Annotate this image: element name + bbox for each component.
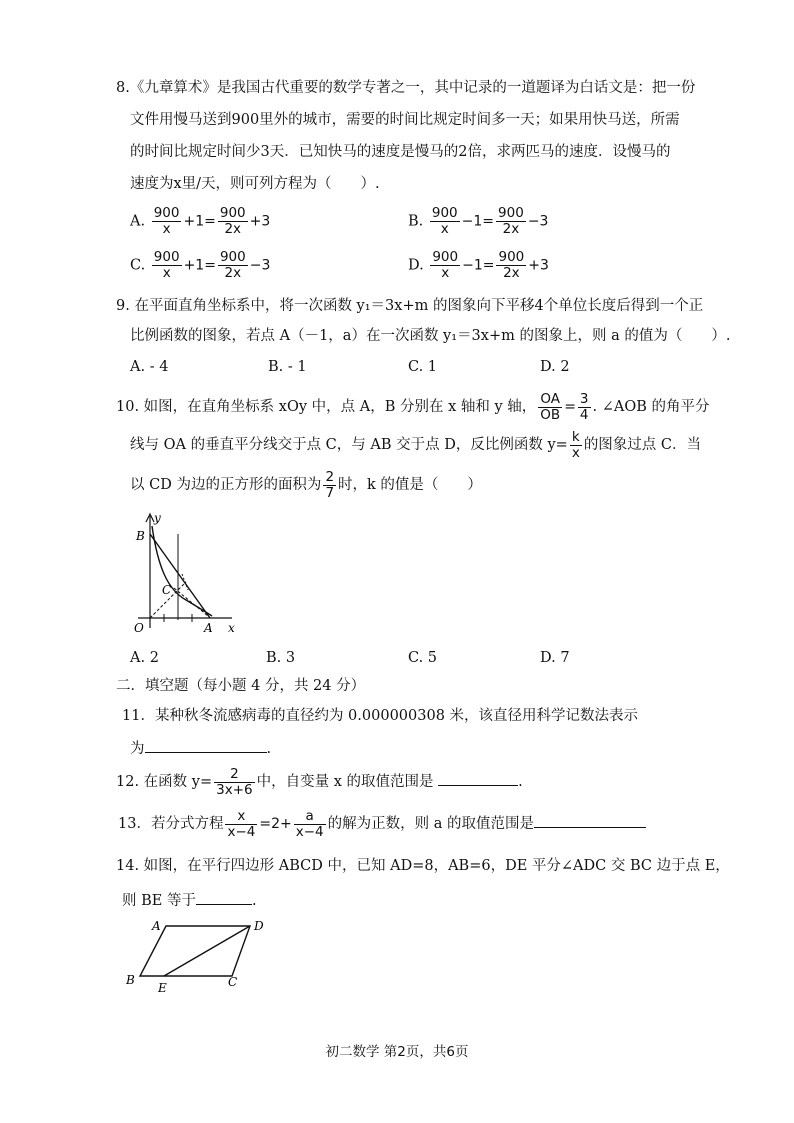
label-y: y bbox=[154, 511, 161, 525]
option-label: D. bbox=[408, 257, 424, 274]
q9-option-a: A. - 4 bbox=[130, 359, 169, 375]
fraction: $\frac{a}{x-4}$ bbox=[295, 807, 324, 840]
q13-line: 13．若分式方程 $\frac{x}{x-4}$ =2+ $\frac{a}{x-4}$ 的解为正数，则 a 的取值范围是 bbox=[118, 806, 646, 842]
label-o: O bbox=[134, 621, 144, 635]
hyperbola-curve bbox=[152, 526, 212, 616]
answer-blank[interactable] bbox=[145, 736, 267, 753]
fraction-oa-ob: $\frac{OA}{OB}$ bbox=[540, 390, 561, 423]
fraction: $\frac{900}{2x}$ bbox=[219, 205, 246, 237]
q14-figure bbox=[120, 910, 280, 996]
fraction: $\frac{x}{x-4}$ bbox=[227, 807, 256, 840]
fraction: $\frac{900}{x}$ bbox=[432, 249, 459, 281]
fraction: $\frac{900}{2x}$ bbox=[498, 249, 525, 281]
q8-option-b: B. $\frac{900}{x}$ −1= $\frac{900}{2x}$ −3 bbox=[408, 205, 549, 237]
label-c: C bbox=[228, 975, 238, 989]
q10-line-2: 线与 OA 的垂直平分线交于点 C，与 AB 交于点 D，反比例函数 y= $\frac{k}{x}$ 的图象过点 C．当 bbox=[130, 428, 702, 461]
fraction: $\frac{900}{x}$ bbox=[153, 249, 180, 281]
option-label: C. bbox=[130, 257, 146, 274]
q10-option-c: C. 5 bbox=[408, 650, 438, 666]
q8-line-3: 的时间比规定时间少3天．已知快马的速度是慢马的2倍，求两匹马的速度．设慢马的 bbox=[130, 144, 671, 160]
segment-de bbox=[164, 926, 250, 976]
fraction: $\frac{900}{2x}$ bbox=[219, 249, 246, 281]
label-e: E bbox=[158, 981, 167, 995]
parallelogram-abcd bbox=[140, 926, 250, 976]
q9-line-1: 9. 在平面直角坐标系中，将一次函数 y₁＝3x+m 的图象向下平移4个单位长度后得到一个正 bbox=[116, 298, 704, 314]
q12-line: 12. 在函数 y= $\frac{2}{3x+6}$ 中，自变量 x 的取值范围是 . bbox=[116, 765, 523, 798]
q9-option-c: C. 1 bbox=[408, 359, 438, 375]
q8-line-2: 文件用慢马送到900里外的城市，需要的时间比规定时间多一天；如果用快马送，所需 bbox=[130, 112, 680, 128]
q14-line-1: 14. 如图，在平行四边形 ABCD 中，已知 AD=8，AB=6，DE 平分∠ADC 交 BC 边于点 E， bbox=[116, 858, 730, 874]
fraction: $\frac{2}{3x+6}$ bbox=[216, 765, 253, 798]
label-x: x bbox=[228, 621, 235, 635]
q10-option-d: D. 7 bbox=[540, 650, 570, 666]
fraction-3-4: $\frac{3}{4}$ bbox=[579, 390, 589, 423]
fraction: $\frac{900}{x}$ bbox=[431, 205, 458, 237]
option-label: B. bbox=[408, 213, 424, 230]
q8-option-a: A. $\frac{900}{x}$ +1= $\frac{900}{2x}$ +3 bbox=[130, 205, 271, 237]
q8-option-d: D. $\frac{900}{x}$ −1= $\frac{900}{2x}$ +3 bbox=[408, 249, 549, 281]
option-label: A. bbox=[130, 213, 146, 230]
label-d: D bbox=[254, 919, 264, 933]
q8-line-1: 8.《九章算术》是我国古代重要的数学专著之一，其中记录的一道题译为白话文是：把一份 bbox=[116, 80, 696, 96]
fraction: $\frac{900}{2x}$ bbox=[498, 205, 524, 237]
answer-blank[interactable] bbox=[196, 888, 252, 905]
q10-option-b: B. 3 bbox=[266, 650, 296, 666]
label-a: A bbox=[204, 621, 213, 635]
page-footer: 初二数学 第2页，共6页 bbox=[325, 1044, 469, 1060]
q10-option-a: A. 2 bbox=[130, 650, 159, 666]
answer-blank[interactable] bbox=[438, 769, 518, 786]
q11-line-2: 为 . bbox=[130, 736, 271, 759]
q10-line-1: 10. 如图，在直角坐标系 xOy 中，点 A，B 分别在 x 轴和 y 轴， $\frac{OA}{OB}$ = $\frac{3}{4}$ . ∠AOB 的角平分 bbox=[116, 390, 710, 423]
segment-ab bbox=[150, 534, 210, 618]
fraction-2-7: $\frac{2}{7}$ bbox=[325, 468, 335, 501]
q14-line-2: 则 BE 等于 . bbox=[122, 888, 257, 911]
fraction-k-x: $\frac{k}{x}$ bbox=[571, 428, 580, 461]
section-title: 二．填空题（每小题 4 分，共 24 分） bbox=[116, 678, 366, 694]
q9-option-b: B. - 1 bbox=[268, 359, 307, 375]
answer-blank[interactable] bbox=[534, 811, 646, 828]
q9-option-d: D. 2 bbox=[540, 359, 570, 375]
label-a: A bbox=[152, 919, 161, 933]
label-b: B bbox=[126, 973, 135, 987]
label-c: C bbox=[162, 583, 172, 597]
q11-line-1: 11．某种秋冬流感病毒的直径约为 0.000000308 米，该直径用科学记数法表示 bbox=[122, 708, 639, 724]
q8-line-4: 速度为x里/天，则可列方程为（ ）. bbox=[130, 176, 380, 192]
label-b: B bbox=[136, 529, 145, 543]
dashed-segment bbox=[182, 574, 188, 590]
q8-option-c: C. $\frac{900}{x}$ +1= $\frac{900}{2x}$ −3 bbox=[130, 249, 271, 281]
q10-figure bbox=[128, 508, 248, 640]
q9-line-2: 比例函数的图象，若点 A（－1，a）在一次函数 y₁＝3x+m 的图象上，则 a 的值为（ ）. bbox=[130, 328, 731, 344]
fraction: $\frac{900}{x}$ bbox=[153, 205, 180, 237]
q10-line-3: 以 CD 为边的正方形的面积为 $\frac{2}{7}$ 时，k 的值是（ ） bbox=[130, 468, 482, 501]
